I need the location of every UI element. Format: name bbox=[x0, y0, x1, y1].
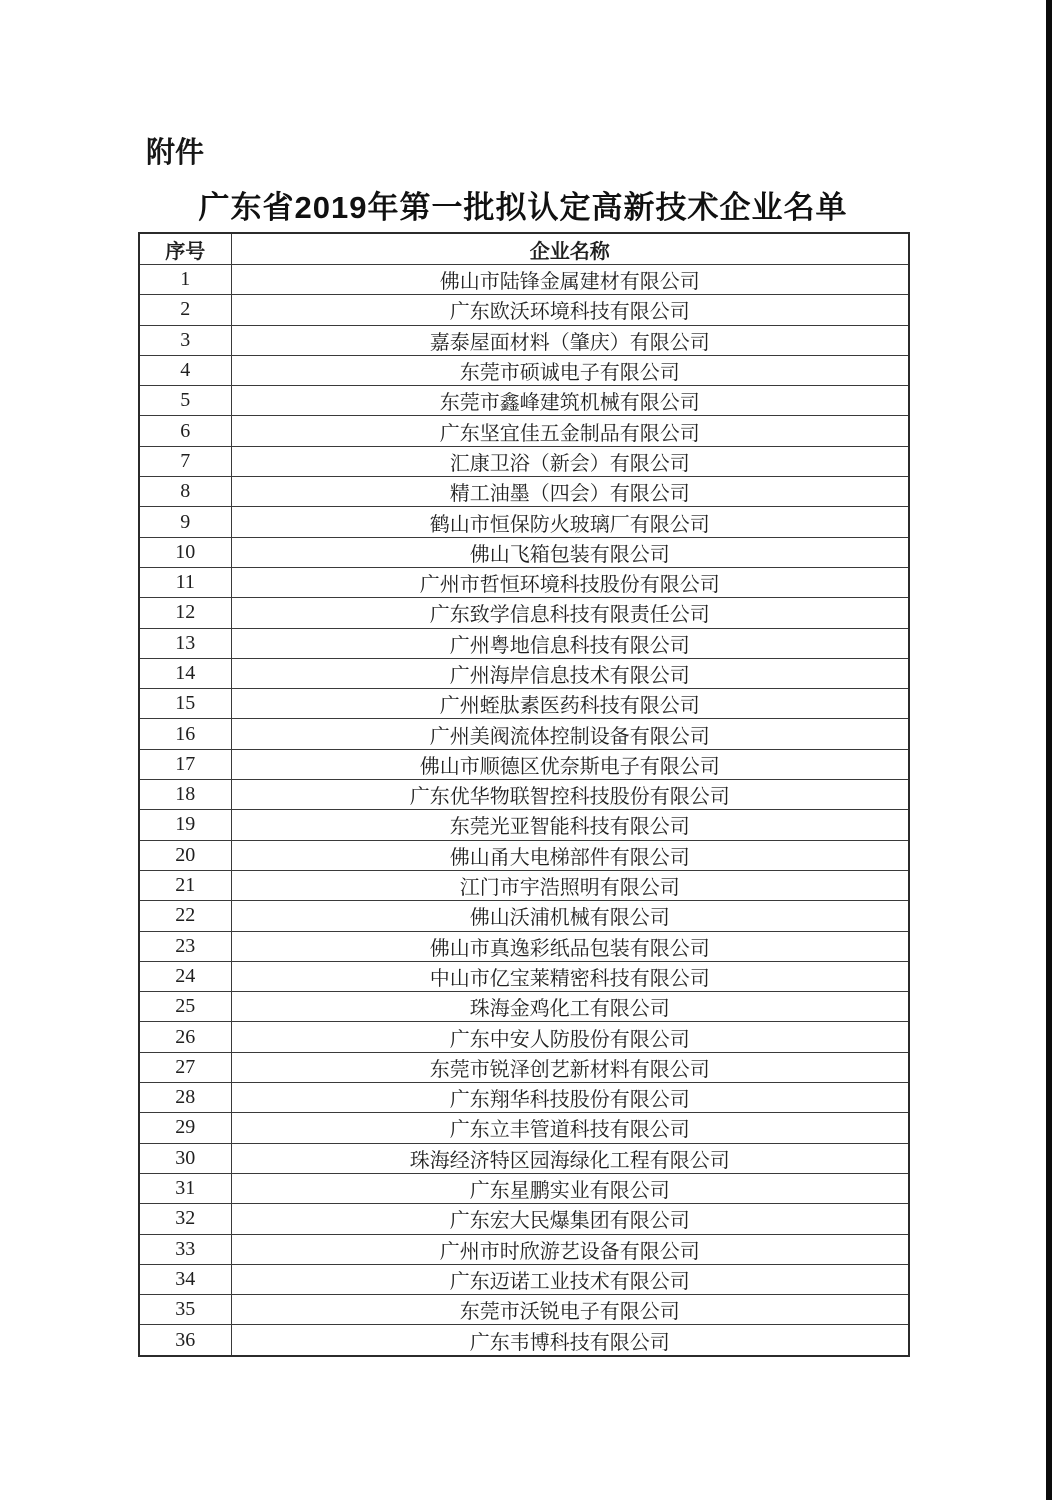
column-header-serial-number: 序号 bbox=[139, 233, 231, 265]
enterprise-name-cell: 广东韦博科技有限公司 bbox=[231, 1325, 909, 1356]
table-row bbox=[139, 1083, 909, 1113]
enterprise-table bbox=[138, 232, 910, 1357]
enterprise-name-cell: 佛山市顺德区优奈斯电子有限公司 bbox=[231, 749, 909, 779]
table-row bbox=[139, 507, 909, 537]
table-row bbox=[139, 628, 909, 658]
serial-number-cell: 30 bbox=[139, 1143, 231, 1173]
enterprise-name-cell: 东莞市硕诚电子有限公司 bbox=[231, 355, 909, 385]
enterprise-name-cell: 珠海金鸡化工有限公司 bbox=[231, 992, 909, 1022]
serial-number-cell: 1 bbox=[139, 265, 231, 295]
table-row bbox=[139, 749, 909, 779]
serial-number-cell: 19 bbox=[139, 810, 231, 840]
enterprise-name-cell: 广东优华物联智控科技股份有限公司 bbox=[231, 780, 909, 810]
enterprise-name-cell: 广州粤地信息科技有限公司 bbox=[231, 628, 909, 658]
serial-number-cell: 35 bbox=[139, 1295, 231, 1325]
attachment-label: 附件 bbox=[146, 137, 205, 169]
enterprise-name-cell: 精工油墨（四会）有限公司 bbox=[231, 477, 909, 507]
table-row bbox=[139, 901, 909, 931]
enterprise-name-cell: 广州海岸信息技术有限公司 bbox=[231, 658, 909, 688]
table-row bbox=[139, 295, 909, 325]
enterprise-name-cell: 东莞市沃锐电子有限公司 bbox=[231, 1295, 909, 1325]
column-header-enterprise-name: 企业名称 bbox=[231, 233, 909, 265]
table-row bbox=[139, 1052, 909, 1082]
enterprise-name-cell: 江门市宇浩照明有限公司 bbox=[231, 870, 909, 900]
table-row bbox=[139, 840, 909, 870]
serial-number-cell: 34 bbox=[139, 1264, 231, 1294]
table-row bbox=[139, 1234, 909, 1264]
table-row bbox=[139, 1022, 909, 1052]
enterprise-name-cell: 东莞光亚智能科技有限公司 bbox=[231, 810, 909, 840]
enterprise-name-cell: 鹤山市恒保防火玻璃厂有限公司 bbox=[231, 507, 909, 537]
serial-number-cell: 22 bbox=[139, 901, 231, 931]
enterprise-name-cell: 广州市时欣游艺设备有限公司 bbox=[231, 1234, 909, 1264]
table-row bbox=[139, 265, 909, 295]
table-row bbox=[139, 961, 909, 991]
serial-number-cell: 23 bbox=[139, 931, 231, 961]
enterprise-name-cell: 广东中安人防股份有限公司 bbox=[231, 1022, 909, 1052]
table-row bbox=[139, 870, 909, 900]
table-row bbox=[139, 1325, 909, 1356]
enterprise-name-cell: 广东星鹏实业有限公司 bbox=[231, 1173, 909, 1203]
serial-number-cell: 6 bbox=[139, 416, 231, 446]
serial-number-cell: 4 bbox=[139, 355, 231, 385]
table-row bbox=[139, 446, 909, 476]
table-row bbox=[139, 1143, 909, 1173]
table-row bbox=[139, 477, 909, 507]
serial-number-cell: 11 bbox=[139, 567, 231, 597]
table-row bbox=[139, 355, 909, 385]
enterprise-name-cell: 广东立丰管道科技有限公司 bbox=[231, 1113, 909, 1143]
serial-number-cell: 20 bbox=[139, 840, 231, 870]
serial-number-cell: 14 bbox=[139, 658, 231, 688]
enterprise-name-cell: 广州蛭肽素医药科技有限公司 bbox=[231, 689, 909, 719]
table-row bbox=[139, 386, 909, 416]
enterprise-table-container bbox=[138, 232, 910, 1357]
table-row bbox=[139, 992, 909, 1022]
enterprise-name-cell: 东莞市锐泽创艺新材料有限公司 bbox=[231, 1052, 909, 1082]
serial-number-cell: 21 bbox=[139, 870, 231, 900]
serial-number-cell: 26 bbox=[139, 1022, 231, 1052]
serial-number-cell: 7 bbox=[139, 446, 231, 476]
table-row bbox=[139, 1113, 909, 1143]
serial-number-cell: 16 bbox=[139, 719, 231, 749]
serial-number-cell: 33 bbox=[139, 1234, 231, 1264]
enterprise-name-cell: 汇康卫浴（新会）有限公司 bbox=[231, 446, 909, 476]
table-row bbox=[139, 780, 909, 810]
serial-number-cell: 13 bbox=[139, 628, 231, 658]
table-row bbox=[139, 537, 909, 567]
scan-edge-artifact bbox=[1046, 0, 1052, 1500]
serial-number-cell: 36 bbox=[139, 1325, 231, 1356]
table-row bbox=[139, 1204, 909, 1234]
serial-number-cell: 3 bbox=[139, 325, 231, 355]
serial-number-cell: 5 bbox=[139, 386, 231, 416]
table-row bbox=[139, 1173, 909, 1203]
table-row bbox=[139, 810, 909, 840]
enterprise-name-cell: 广州美阀流体控制设备有限公司 bbox=[231, 719, 909, 749]
serial-number-cell: 24 bbox=[139, 961, 231, 991]
enterprise-name-cell: 佛山飞箱包装有限公司 bbox=[231, 537, 909, 567]
serial-number-cell: 32 bbox=[139, 1204, 231, 1234]
enterprise-name-cell: 佛山市真逸彩纸品包装有限公司 bbox=[231, 931, 909, 961]
serial-number-cell: 27 bbox=[139, 1052, 231, 1082]
enterprise-name-cell: 广东欧沃环境科技有限公司 bbox=[231, 295, 909, 325]
table-row bbox=[139, 689, 909, 719]
enterprise-name-cell: 中山市亿宝莱精密科技有限公司 bbox=[231, 961, 909, 991]
serial-number-cell: 8 bbox=[139, 477, 231, 507]
enterprise-name-cell: 广东坚宜佳五金制品有限公司 bbox=[231, 416, 909, 446]
enterprise-name-cell: 嘉泰屋面材料（肇庆）有限公司 bbox=[231, 325, 909, 355]
enterprise-name-cell: 广州市哲恒环境科技股份有限公司 bbox=[231, 567, 909, 597]
serial-number-cell: 12 bbox=[139, 598, 231, 628]
serial-number-cell: 29 bbox=[139, 1113, 231, 1143]
enterprise-name-cell: 广东翔华科技股份有限公司 bbox=[231, 1083, 909, 1113]
serial-number-cell: 15 bbox=[139, 689, 231, 719]
enterprise-name-cell: 广东宏大民爆集团有限公司 bbox=[231, 1204, 909, 1234]
enterprise-name-cell: 广东致学信息科技有限责任公司 bbox=[231, 598, 909, 628]
table-row bbox=[139, 416, 909, 446]
table-row bbox=[139, 325, 909, 355]
table-row bbox=[139, 719, 909, 749]
page-title: 广东省2019年第一批拟认定高新技术企业名单 bbox=[198, 190, 848, 225]
table-header-row bbox=[139, 233, 909, 265]
enterprise-name-cell: 东莞市鑫峰建筑机械有限公司 bbox=[231, 386, 909, 416]
table-row bbox=[139, 1264, 909, 1294]
table-row bbox=[139, 931, 909, 961]
enterprise-name-cell: 佛山市陆锋金属建材有限公司 bbox=[231, 265, 909, 295]
serial-number-cell: 31 bbox=[139, 1173, 231, 1203]
enterprise-name-cell: 佛山沃浦机械有限公司 bbox=[231, 901, 909, 931]
table-row bbox=[139, 598, 909, 628]
serial-number-cell: 9 bbox=[139, 507, 231, 537]
table-row bbox=[139, 658, 909, 688]
serial-number-cell: 18 bbox=[139, 780, 231, 810]
enterprise-name-cell: 广东迈诺工业技术有限公司 bbox=[231, 1264, 909, 1294]
table-row bbox=[139, 567, 909, 597]
serial-number-cell: 25 bbox=[139, 992, 231, 1022]
serial-number-cell: 10 bbox=[139, 537, 231, 567]
serial-number-cell: 17 bbox=[139, 749, 231, 779]
serial-number-cell: 28 bbox=[139, 1083, 231, 1113]
enterprise-name-cell: 珠海经济特区园海绿化工程有限公司 bbox=[231, 1143, 909, 1173]
enterprise-name-cell: 佛山甬大电梯部件有限公司 bbox=[231, 840, 909, 870]
table-row bbox=[139, 1295, 909, 1325]
serial-number-cell: 2 bbox=[139, 295, 231, 325]
